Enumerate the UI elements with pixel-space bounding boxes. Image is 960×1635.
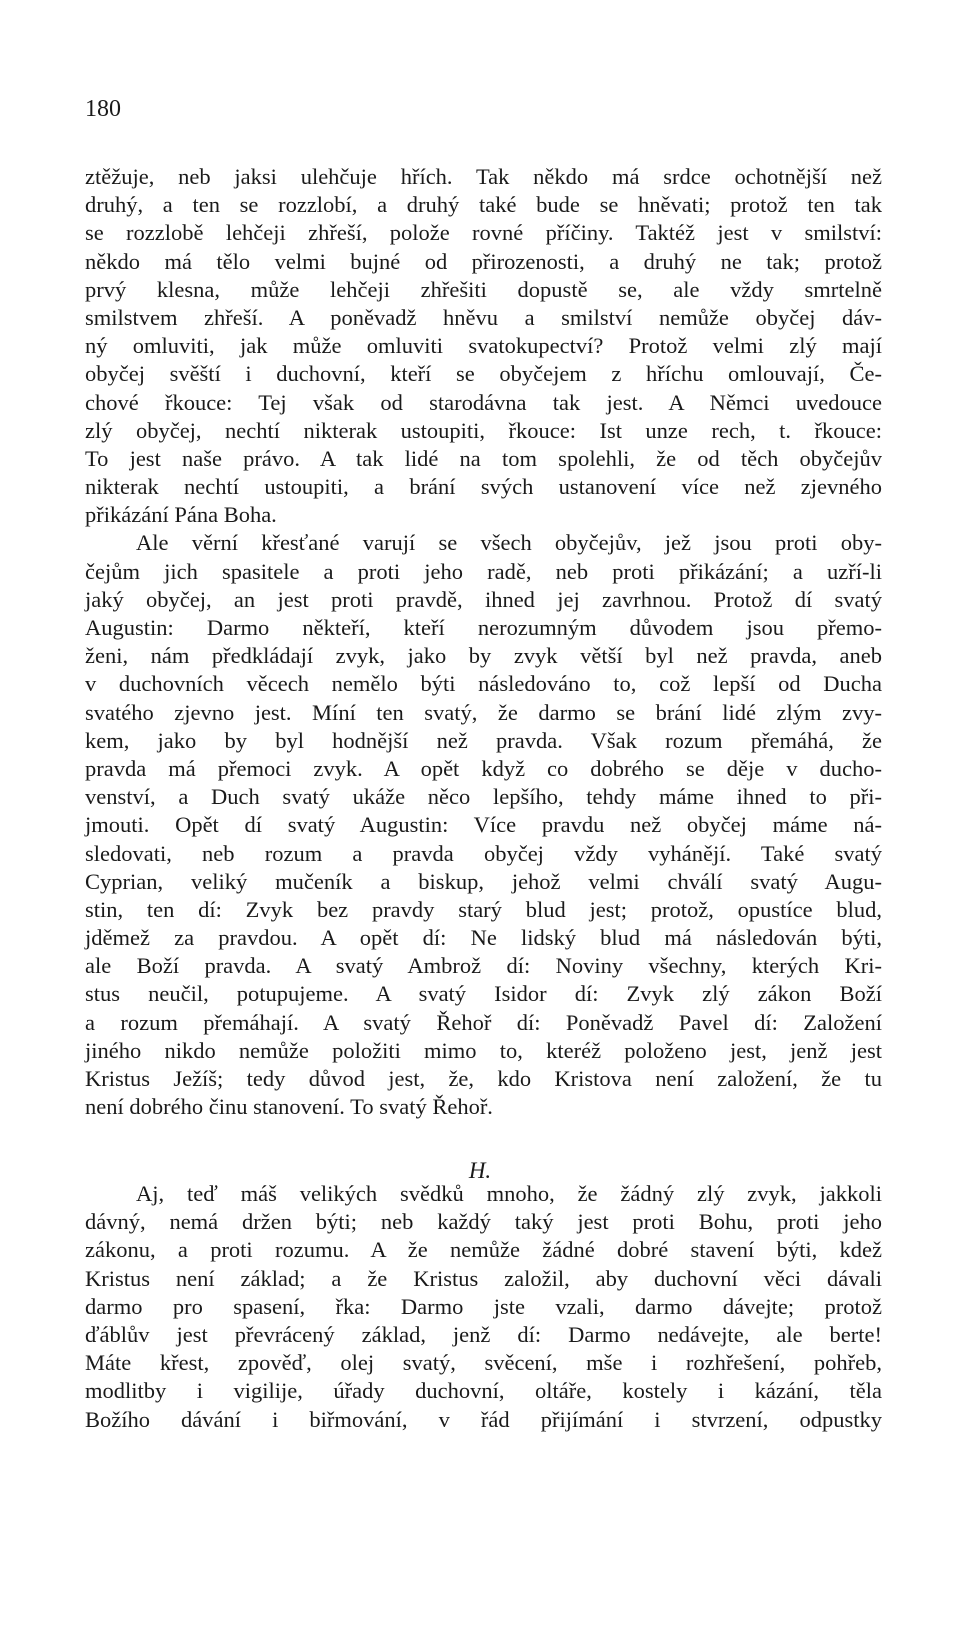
text-line: a rozum přemáhají. A svatý Řehoř dí: Poněvadž Pavel dí: Založení (85, 1009, 882, 1035)
text-line: modlitby i vigilije, úřady duchovní, oltáře, kostely i kázání, těla (85, 1378, 882, 1404)
paragraph-1 (85, 163, 882, 529)
text-line: chové řkouce: Tej však od starodávna tak jest. A Němci uvedouce (85, 389, 882, 415)
text-line: smilstvem zhřeší. A poněvadž hněvu a smilství nemůže obyčej dáv- (85, 304, 882, 330)
text-line: obyčej svěští i duchovní, kteří se obyčejem z hříchu omlouvají, Če- (85, 361, 882, 387)
text-line: stin, ten dí: Zvyk bez pravdy starý blud jest; protož, opustíce blud, (85, 896, 882, 922)
text-line: Máte křest, zpověď, olej svatý, svěcení, mše i rozhřešení, pohřeb, (85, 1350, 882, 1376)
text-line: Cyprian, veliký mučeník a biskup, jehož velmi chválí svatý Augu- (85, 868, 882, 894)
text-line: jiného nikdo nemůže položiti mimo to, kteréž položeno jest, jenž jest (85, 1037, 882, 1063)
text-line: ný omluviti, jak může omluviti svatokupectví? Protož velmi zlý mají (85, 333, 882, 359)
text-line: dávný, nemá držen býti; neb každý taký jest proti Bohu, proti jeho (85, 1209, 882, 1235)
text-line: ale Boží pravda. A svatý Ambrož dí: Noviny všechny, kterých Kri- (85, 953, 882, 979)
text-line: není dobrého činu stanovení. To svatý Řehoř. (85, 1094, 493, 1120)
text-line: zákonu, a proti rozumu. A že nemůže žádné dobré stavení býti, kdež (85, 1237, 882, 1263)
page-number: 180 (85, 96, 121, 122)
text-line: Aj, teď máš velikých svědků mnoho, že žádný zlý zvyk, jakkoli (136, 1181, 882, 1206)
text-line: v duchovních věcech nemělo býti následováno to, což lepší od Ducha (85, 671, 882, 697)
text-line: To jest naše právo. A tak lidé na tom spolehli, že od těch obyčejův (85, 445, 882, 471)
text-line: se rozzlobě lehčeji zhřeší, polože rovné příčiny. Taktéž jest v smilství: (85, 220, 882, 246)
text-line: Augustin: Darmo někteří, kteří nerozumným důvodem jsou přemo- (85, 615, 882, 640)
text-line: jaký obyčej, an jest proti pravdě, ihned jej zavrhnou. Protož dí svatý (85, 586, 882, 612)
text-line: jmouti. Opět dí svatý Augustin: Více pravdu než obyčej máme ná- (85, 812, 882, 838)
text-line: stus neučil, potupujeme. A svatý Isidor dí: Zvyk zlý zákon Boží (85, 981, 882, 1007)
text-line: svatého zjevno jest. Míní ten svatý, že darmo se brání lidé zlým zvy- (85, 699, 882, 725)
text-line: někdo má tělo velmi bujné od přirozenosti, a druhý ne tak; protož (85, 248, 882, 274)
text-line: Kristus není základ; a že Kristus založil, aby duchovní věci dávali (85, 1265, 882, 1291)
text-line: kem, jako by byl hodnější než pravda. Však rozum přemáhá, že (85, 727, 882, 753)
text-line: ženi, nám předkládají zvyk, jako by zvyk větší byl než pravda, aneb (85, 643, 882, 669)
paragraph-2 (85, 529, 882, 1121)
text-line: zlý obyčej, nechtí nikterak ustoupiti, řkouce: Ist unze rech, t. řkouce: (85, 417, 882, 443)
text-line: ztěžuje, neb jaksi ulehčuje hřích. Tak někdo má srdce ochotnější než (85, 164, 882, 189)
text-line: prvý klesna, může lehčeji zhřešiti dopustě se, ale vždy smrtelně (85, 276, 882, 302)
text-line: darmo pro spasení, řka: Darmo jste vzali, darmo dávejte; protož (85, 1293, 882, 1319)
text-line: Božího dávání i biřmování, v řád přijímání i stvrzení, odpustky (85, 1406, 882, 1432)
text-line: jděmež za pravdou. A opět dí: Ne lidský blud má následován býti, (85, 925, 882, 951)
paragraph-3 (85, 1180, 882, 1434)
text-line: Ale věrní křesťané varují se všech obyčejův, jež jsou proti oby- (136, 530, 882, 556)
text-line: nikterak nechtí ustoupiti, a brání svých ustanovení více než zjevného (85, 474, 882, 500)
text-line: venství, a Duch svatý ukáže něco lepšího, tehdy máme ihned to při- (85, 784, 882, 810)
main-text-lower (85, 1180, 882, 1434)
text-line: pravda má přemoci zvyk. A opět když co dobrého se děje v ducho- (85, 755, 882, 781)
text-line: druhý, a ten se rozzlobí, a druhý také bude se hněvati; protož ten tak (85, 192, 882, 218)
text-line: ďáblův jest převrácený základ, jenž dí: Darmo nedávejte, ale berte! (85, 1321, 882, 1347)
text-line: přikázání Pána Boha. (85, 502, 277, 528)
text-line: Kristus Ježíš; tedy důvod jest, že, kdo Kristova není založení, že tu (85, 1066, 882, 1091)
main-text-upper (85, 163, 882, 1121)
section-heading: H. (468, 1158, 492, 1183)
text-line: čejům jich spasitele a proti jeho radě, neb proti přikázání; a uzří-li (85, 558, 882, 584)
text-line: sledovati, neb rozum a pravda obyčej vždy vyhánějí. Také svatý (85, 840, 882, 866)
